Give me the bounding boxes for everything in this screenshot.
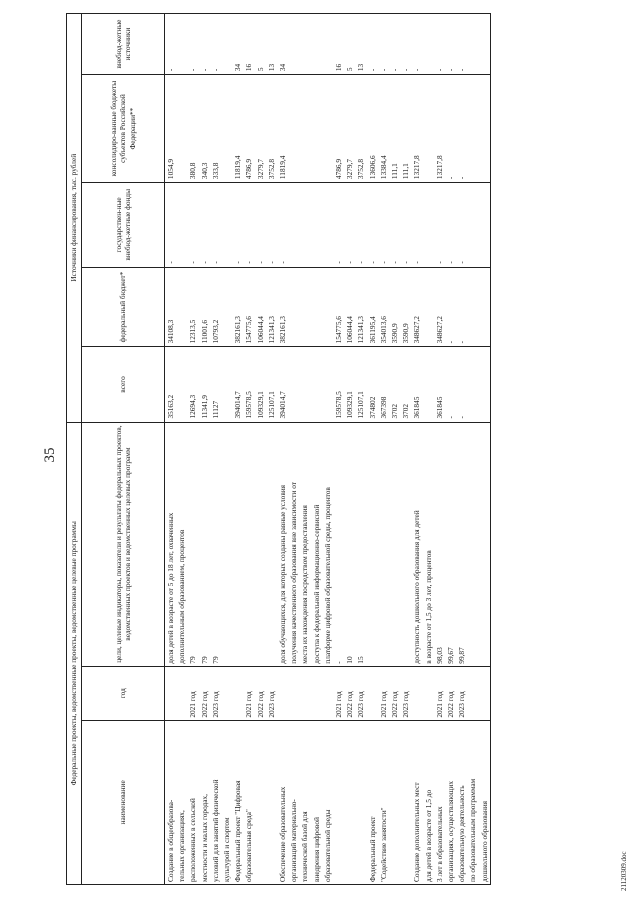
cell-name: тельных организациях, bbox=[176, 720, 187, 884]
cell-regional bbox=[176, 75, 187, 183]
cell-offbudget bbox=[479, 14, 491, 75]
table-row bbox=[255, 14, 266, 885]
cell-indicator bbox=[221, 422, 232, 666]
cell-offbudget: - bbox=[456, 14, 467, 75]
cell-year: 2021 год bbox=[434, 666, 445, 720]
cell-regional: 3279,7 bbox=[255, 75, 266, 183]
col-header-indicators: цели, целевые индикаторы, показатели и результаты федеральных проектов, ведомственных проектов и ведомственных целевых программ bbox=[82, 422, 165, 666]
cell-name: для детей в возрасте от 1,5 до bbox=[423, 720, 434, 884]
cell-name: образовательную деятельность bbox=[456, 720, 467, 884]
cell-state-funds: - bbox=[333, 183, 344, 268]
cell-offbudget bbox=[423, 14, 434, 75]
cell-state-funds: - bbox=[445, 183, 456, 268]
cell-indicator: 10 bbox=[344, 422, 355, 666]
col-header-year: год bbox=[82, 666, 165, 720]
cell-total bbox=[423, 347, 434, 422]
cell-indicator: дополнительным образованием, процентов bbox=[176, 422, 187, 666]
cell-federal bbox=[322, 267, 333, 347]
cell-total bbox=[221, 347, 232, 422]
cell-name: организациях, осуществляющих bbox=[445, 720, 456, 884]
table-row bbox=[199, 14, 210, 885]
col-header-federal: федеральный бюджет* bbox=[82, 267, 165, 347]
cell-state-funds bbox=[221, 183, 232, 268]
table-row bbox=[243, 14, 254, 885]
cell-offbudget: - bbox=[187, 14, 198, 75]
cell-federal: 34108,3 bbox=[165, 267, 177, 347]
cell-state-funds bbox=[288, 183, 299, 268]
group-header-projects: Федеральные проекты, ведомственные проекты, ведомственные целевые программы bbox=[67, 422, 82, 884]
cell-regional: 13217,8 bbox=[411, 75, 422, 183]
cell-offbudget bbox=[299, 14, 310, 75]
cell-state-funds: - bbox=[187, 183, 198, 268]
table-row bbox=[378, 14, 389, 885]
cell-regional: - bbox=[456, 75, 467, 183]
cell-name: культурой и спортом bbox=[221, 720, 232, 884]
cell-offbudget bbox=[467, 14, 478, 75]
cell-federal: 348627,2 bbox=[411, 267, 422, 347]
cell-state-funds: - bbox=[367, 183, 378, 268]
cell-indicator: 15 bbox=[355, 422, 366, 666]
cell-federal bbox=[467, 267, 478, 347]
cell-regional: 380,8 bbox=[187, 75, 198, 183]
table-row bbox=[434, 14, 445, 885]
cell-total bbox=[288, 347, 299, 422]
cell-federal bbox=[311, 267, 322, 347]
table-row bbox=[423, 14, 434, 885]
cell-total: 109329,1 bbox=[255, 347, 266, 422]
cell-name: Создание в общеобразова- bbox=[165, 720, 177, 884]
cell-federal bbox=[479, 267, 491, 347]
cell-regional: 333,8 bbox=[210, 75, 221, 183]
col-header-name: наименование bbox=[82, 720, 165, 884]
cell-year: 2022 год bbox=[255, 666, 266, 720]
cell-regional bbox=[311, 75, 322, 183]
col-header-total: всего bbox=[82, 347, 165, 422]
cell-offbudget: 34 bbox=[277, 14, 288, 75]
cell-year bbox=[479, 666, 491, 720]
cell-name: расположенных в сельской bbox=[187, 720, 198, 884]
cell-indicator: доля обучающихся, для которых созданы равные условия bbox=[277, 422, 288, 666]
table-row bbox=[232, 14, 243, 885]
cell-name: Федеральный проект bbox=[367, 720, 378, 884]
cell-federal: 154775,6 bbox=[333, 267, 344, 347]
cell-year bbox=[467, 666, 478, 720]
table-row bbox=[176, 14, 187, 885]
cell-year: 2023 год bbox=[400, 666, 411, 720]
table-row bbox=[333, 14, 344, 885]
cell-year bbox=[311, 666, 322, 720]
table-row bbox=[344, 14, 355, 885]
cell-total: 12694,3 bbox=[187, 347, 198, 422]
cell-federal: 3590,9 bbox=[400, 267, 411, 347]
cell-name bbox=[266, 720, 277, 884]
cell-name bbox=[355, 720, 366, 884]
cell-indicator: в возрасте от 1,5 до 3 лет, процентов bbox=[423, 422, 434, 666]
cell-state-funds bbox=[322, 183, 333, 268]
cell-indicator: доступа к федеральной информационно-сервисной bbox=[311, 422, 322, 666]
cell-state-funds: - bbox=[378, 183, 389, 268]
cell-indicator: платформе цифровой образовательной среды, процентов bbox=[322, 422, 333, 666]
cell-year bbox=[288, 666, 299, 720]
cell-year: 2022 год bbox=[445, 666, 456, 720]
cell-name bbox=[344, 720, 355, 884]
cell-indicator: места их нахождения посредством предоставления bbox=[299, 422, 310, 666]
cell-regional: 11819,4 bbox=[232, 75, 243, 183]
cell-state-funds bbox=[176, 183, 187, 268]
cell-year bbox=[423, 666, 434, 720]
table-row bbox=[445, 14, 456, 885]
table-row bbox=[367, 14, 378, 885]
cell-federal bbox=[176, 267, 187, 347]
cell-indicator bbox=[243, 422, 254, 666]
cell-federal: 3590,9 bbox=[389, 267, 400, 347]
table-row bbox=[322, 14, 333, 885]
cell-indicator bbox=[479, 422, 491, 666]
cell-offbudget: - bbox=[389, 14, 400, 75]
cell-indicator: доступность дошкольного образования для детей bbox=[411, 422, 422, 666]
cell-regional bbox=[288, 75, 299, 183]
cell-offbudget: - bbox=[434, 14, 445, 75]
cell-state-funds: - bbox=[199, 183, 210, 268]
table-row bbox=[288, 14, 299, 885]
cell-state-funds: - bbox=[389, 183, 400, 268]
table-row bbox=[411, 14, 422, 885]
cell-total bbox=[311, 347, 322, 422]
cell-state-funds: - bbox=[355, 183, 366, 268]
cell-total bbox=[176, 347, 187, 422]
cell-federal bbox=[288, 267, 299, 347]
cell-name bbox=[333, 720, 344, 884]
cell-federal: 121341,3 bbox=[355, 267, 366, 347]
cell-indicator bbox=[467, 422, 478, 666]
cell-regional: - bbox=[445, 75, 456, 183]
cell-name: дошкольного образования bbox=[479, 720, 491, 884]
cell-year bbox=[367, 666, 378, 720]
cell-total: 109329,1 bbox=[344, 347, 355, 422]
cell-year: 2021 год bbox=[378, 666, 389, 720]
cell-year: 2022 год bbox=[344, 666, 355, 720]
cell-year: 2022 год bbox=[389, 666, 400, 720]
cell-regional: 3752,8 bbox=[266, 75, 277, 183]
table-row bbox=[221, 14, 232, 885]
cell-year bbox=[411, 666, 422, 720]
file-note: 21120309.doc bbox=[620, 851, 628, 891]
cell-name: внедрения цифровой bbox=[311, 720, 322, 884]
cell-federal: 348627,2 bbox=[434, 267, 445, 347]
cell-offbudget: 5 bbox=[255, 14, 266, 75]
cell-offbudget bbox=[176, 14, 187, 75]
cell-offbudget: 13 bbox=[355, 14, 366, 75]
cell-offbudget: - bbox=[199, 14, 210, 75]
cell-total: 3702 bbox=[400, 347, 411, 422]
cell-name: по образовательным программам bbox=[467, 720, 478, 884]
cell-indicator bbox=[266, 422, 277, 666]
cell-total: 11127 bbox=[210, 347, 221, 422]
cell-regional bbox=[221, 75, 232, 183]
cell-offbudget: - bbox=[378, 14, 389, 75]
cell-name: организаций материально- bbox=[288, 720, 299, 884]
cell-regional: 111,1 bbox=[389, 75, 400, 183]
cell-state-funds: - bbox=[232, 183, 243, 268]
cell-state-funds: - bbox=[344, 183, 355, 268]
cell-name: Создание дополнительных мест bbox=[411, 720, 422, 884]
cell-regional bbox=[299, 75, 310, 183]
cell-total bbox=[467, 347, 478, 422]
cell-state-funds bbox=[479, 183, 491, 268]
cell-federal: 11001,6 bbox=[199, 267, 210, 347]
cell-regional: 13217,8 bbox=[434, 75, 445, 183]
table-row bbox=[467, 14, 478, 885]
cell-year bbox=[165, 666, 177, 720]
table-row bbox=[400, 14, 411, 885]
cell-state-funds bbox=[423, 183, 434, 268]
table-row bbox=[187, 14, 198, 885]
cell-federal: 106044,4 bbox=[255, 267, 266, 347]
cell-federal: 121341,3 bbox=[266, 267, 277, 347]
cell-total: - bbox=[456, 347, 467, 422]
cell-indicator bbox=[367, 422, 378, 666]
cell-offbudget: 16 bbox=[243, 14, 254, 75]
page-number: 35 bbox=[42, 447, 58, 463]
cell-name: местности и малых городах, bbox=[199, 720, 210, 884]
cell-regional: 13606,6 bbox=[367, 75, 378, 183]
cell-year: 2021 год bbox=[333, 666, 344, 720]
cell-regional: 340,3 bbox=[199, 75, 210, 183]
cell-offbudget: - bbox=[400, 14, 411, 75]
cell-state-funds bbox=[467, 183, 478, 268]
cell-federal: - bbox=[445, 267, 456, 347]
table-row bbox=[277, 14, 288, 885]
table-row bbox=[479, 14, 491, 885]
cell-total bbox=[299, 347, 310, 422]
cell-offbudget: 16 bbox=[333, 14, 344, 75]
cell-regional bbox=[467, 75, 478, 183]
table-row bbox=[210, 14, 221, 885]
cell-offbudget: 5 bbox=[344, 14, 355, 75]
cell-total bbox=[322, 347, 333, 422]
cell-offbudget bbox=[322, 14, 333, 75]
cell-name bbox=[400, 720, 411, 884]
cell-federal bbox=[221, 267, 232, 347]
cell-total: 159578,5 bbox=[243, 347, 254, 422]
cell-state-funds bbox=[299, 183, 310, 268]
cell-federal: 154775,6 bbox=[243, 267, 254, 347]
cell-federal bbox=[423, 267, 434, 347]
table-row bbox=[456, 14, 467, 885]
col-header-state-funds: государствен-ные внебюд-жетные фонды bbox=[82, 183, 165, 268]
cell-regional: 3752,8 bbox=[355, 75, 366, 183]
cell-name: образовательной среды bbox=[322, 720, 333, 884]
table-row bbox=[299, 14, 310, 885]
cell-name bbox=[389, 720, 400, 884]
table-row bbox=[266, 14, 277, 885]
table-row bbox=[311, 14, 322, 885]
cell-state-funds: - bbox=[400, 183, 411, 268]
cell-total: 35163,2 bbox=[165, 347, 177, 422]
cell-regional: 111,1 bbox=[400, 75, 411, 183]
cell-regional: 4786,9 bbox=[243, 75, 254, 183]
cell-offbudget: - bbox=[367, 14, 378, 75]
cell-total: 394014,7 bbox=[232, 347, 243, 422]
cell-year bbox=[299, 666, 310, 720]
cell-total: 125107,1 bbox=[266, 347, 277, 422]
cell-offbudget bbox=[311, 14, 322, 75]
cell-total: 361845 bbox=[411, 347, 422, 422]
cell-federal: 382161,3 bbox=[232, 267, 243, 347]
cell-indicator bbox=[400, 422, 411, 666]
cell-federal: 12313,5 bbox=[187, 267, 198, 347]
financing-table bbox=[66, 13, 491, 885]
cell-total: 11341,9 bbox=[199, 347, 210, 422]
cell-state-funds: - bbox=[456, 183, 467, 268]
cell-year: 2021 год bbox=[243, 666, 254, 720]
cell-indicator bbox=[232, 422, 243, 666]
cell-federal bbox=[299, 267, 310, 347]
cell-indicator: 99,87 bbox=[456, 422, 467, 666]
cell-total: - bbox=[445, 347, 456, 422]
cell-federal: 361195,4 bbox=[367, 267, 378, 347]
cell-total: 367398 bbox=[378, 347, 389, 422]
cell-regional: 3279,7 bbox=[344, 75, 355, 183]
cell-name: технической базой для bbox=[299, 720, 310, 884]
cell-year bbox=[232, 666, 243, 720]
cell-total: 3702 bbox=[389, 347, 400, 422]
cell-regional: 13384,4 bbox=[378, 75, 389, 183]
col-header-regional: консолидиро-ванные бюджеты субъектов Российской Федерации** bbox=[82, 75, 165, 183]
cell-total: 159578,5 bbox=[333, 347, 344, 422]
cell-year: 2022 год bbox=[199, 666, 210, 720]
cell-year: 2023 год bbox=[210, 666, 221, 720]
group-header-financing: Источники финансирования, тыс. рублей bbox=[67, 14, 82, 423]
cell-regional bbox=[322, 75, 333, 183]
cell-federal: 354013,6 bbox=[378, 267, 389, 347]
cell-indicator bbox=[389, 422, 400, 666]
cell-state-funds: - bbox=[277, 183, 288, 268]
cell-year: 2021 год bbox=[187, 666, 198, 720]
cell-state-funds: - bbox=[165, 183, 177, 268]
cell-name: условий для занятий физической bbox=[210, 720, 221, 884]
cell-state-funds: - bbox=[243, 183, 254, 268]
cell-name: Обеспечение образовательных bbox=[277, 720, 288, 884]
cell-state-funds: - bbox=[255, 183, 266, 268]
cell-name: "Содействие занятости" bbox=[378, 720, 389, 884]
cell-year: 2023 год bbox=[355, 666, 366, 720]
cell-state-funds: - bbox=[434, 183, 445, 268]
cell-offbudget: 34 bbox=[232, 14, 243, 75]
cell-offbudget: 13 bbox=[266, 14, 277, 75]
table-row bbox=[355, 14, 366, 885]
cell-indicator: - bbox=[333, 422, 344, 666]
cell-indicator bbox=[378, 422, 389, 666]
cell-indicator bbox=[255, 422, 266, 666]
cell-regional bbox=[479, 75, 491, 183]
cell-total: 361845 bbox=[434, 347, 445, 422]
cell-name: Федеральный проект "Цифровая bbox=[232, 720, 243, 884]
cell-regional: 11819,4 bbox=[277, 75, 288, 183]
table-body bbox=[165, 14, 491, 885]
cell-indicator: 79 bbox=[199, 422, 210, 666]
cell-offbudget: - bbox=[411, 14, 422, 75]
cell-name: 3 лет в образовательных bbox=[434, 720, 445, 884]
cell-year bbox=[322, 666, 333, 720]
cell-federal: 106044,4 bbox=[344, 267, 355, 347]
col-header-offbudget: внебюд-жетные источники bbox=[82, 14, 165, 75]
cell-federal: - bbox=[456, 267, 467, 347]
cell-state-funds: - bbox=[411, 183, 422, 268]
cell-offbudget bbox=[221, 14, 232, 75]
cell-year bbox=[176, 666, 187, 720]
cell-regional bbox=[423, 75, 434, 183]
cell-year bbox=[221, 666, 232, 720]
cell-regional: 1054,9 bbox=[165, 75, 177, 183]
cell-offbudget: - bbox=[210, 14, 221, 75]
cell-total: 374802 bbox=[367, 347, 378, 422]
cell-year: 2023 год bbox=[266, 666, 277, 720]
cell-federal: 10793,2 bbox=[210, 267, 221, 347]
table-row bbox=[165, 14, 177, 885]
cell-state-funds: - bbox=[266, 183, 277, 268]
cell-offbudget: - bbox=[445, 14, 456, 75]
cell-indicator: 98,03 bbox=[434, 422, 445, 666]
cell-state-funds bbox=[311, 183, 322, 268]
cell-offbudget: - bbox=[165, 14, 177, 75]
cell-state-funds: - bbox=[210, 183, 221, 268]
cell-total: 394014,7 bbox=[277, 347, 288, 422]
cell-regional: 4786,9 bbox=[333, 75, 344, 183]
table-row bbox=[389, 14, 400, 885]
cell-total bbox=[479, 347, 491, 422]
cell-name bbox=[255, 720, 266, 884]
cell-indicator: 79 bbox=[210, 422, 221, 666]
cell-indicator: получения качественного образования вне зависимости от bbox=[288, 422, 299, 666]
cell-year bbox=[277, 666, 288, 720]
cell-year: 2023 год bbox=[456, 666, 467, 720]
cell-federal: 382161,3 bbox=[277, 267, 288, 347]
cell-indicator: 79 bbox=[187, 422, 198, 666]
cell-indicator: доля детей в возрасте от 5 до 18 лет, охваченных bbox=[165, 422, 177, 666]
cell-name: образовательная среда" bbox=[243, 720, 254, 884]
cell-offbudget bbox=[288, 14, 299, 75]
cell-total: 125107,1 bbox=[355, 347, 366, 422]
cell-indicator: 99,67 bbox=[445, 422, 456, 666]
